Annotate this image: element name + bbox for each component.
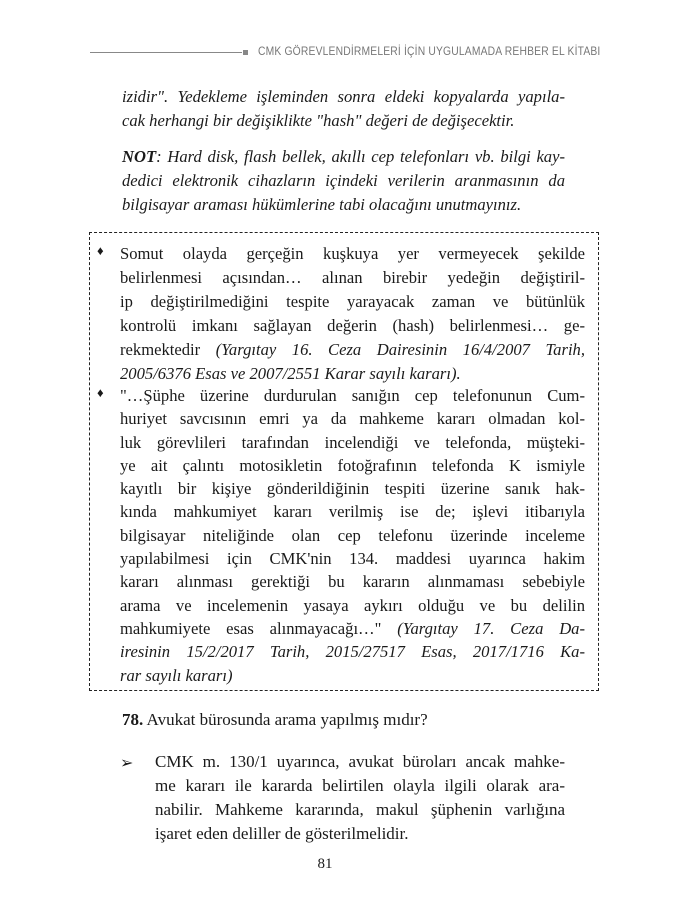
text-line [120, 477, 585, 500]
text-run: mahkumiyete esas alınmayacağı…" [120, 618, 398, 638]
page-number: 81 [317, 856, 333, 872]
text-run: Somut olayda gerçeğin kuşkuya yer vermeyecek şekilde [120, 244, 585, 263]
text-line [120, 500, 585, 523]
text-run: kında mahkumiyet kararı verilmiş ise de; işlevi itibarıyla [120, 502, 585, 522]
text-run: NOT [122, 147, 157, 166]
text-line [120, 431, 585, 454]
text-line [120, 664, 585, 687]
text-line [120, 454, 585, 477]
text-line [120, 594, 585, 617]
text-line [120, 547, 585, 570]
text-run: rekmektedir [120, 340, 216, 359]
text-run: iresinin 15/2/2017 Tarih, 2015/27517 Esas, 2017/1716 Ka- [120, 642, 585, 662]
text-run: bilgisayar araması hükümlerine tabi olacağını unutmayınız. [122, 195, 522, 214]
text-line [120, 362, 585, 386]
text-line [120, 314, 585, 338]
text-line [120, 570, 585, 593]
intro-paragraph [122, 85, 565, 133]
text-run: arama ve incelemenin yasaya aykırı olduğu ve bu delilin [120, 595, 585, 615]
arrow-right-icon: ➢ [120, 755, 134, 772]
text-line [120, 290, 585, 314]
text-line [122, 109, 565, 133]
text-line [120, 266, 585, 290]
diamond-bullet-icon: ♦ [97, 243, 104, 258]
text-line [120, 384, 585, 407]
text-run: luk görevlileri tarafından incelendiği ve telefonda, müşteki- [120, 432, 585, 452]
text-run: kontrolü imkanı sağlayan değerin (hash) belirlenmesi… ge- [120, 316, 585, 335]
text-run: ip değiştirilmediğini tespite yarayacak zaman ve bütünlük [120, 292, 585, 311]
answer-paragraph [155, 750, 565, 846]
text-line [155, 798, 565, 822]
question-text: Avukat bürosunda arama yapılmış mıdır? [143, 710, 428, 729]
text-line [122, 145, 565, 169]
text-run: me kararı ile kararda belirtilen olayla ilgili olarak ara- [155, 776, 565, 795]
text-run: huriyet savcısının emri ya da mahkeme kararı olmadan kol- [120, 409, 585, 429]
text-line [122, 169, 565, 193]
text-line [155, 774, 565, 798]
text-run: ye ait çalıntı motosikletin fotoğrafının telefonda K ismiyle [120, 455, 585, 475]
text-run: CMK m. 130/1 uyarınca, avukat büroları ancak mahke- [155, 752, 565, 771]
note-paragraph [122, 145, 565, 217]
text-line [122, 193, 565, 217]
text-run: izidir". Yedekleme işleminden sonra eldeki kopyalarda yapıla- [122, 87, 565, 106]
text-run: yapılabilmesi için CMK'nin 134. maddesi uyarınca hakim [120, 549, 585, 569]
text-run: cak herhangi bir değişiklikte "hash" değeri de değişecektir. [122, 111, 515, 130]
running-header: CMK GÖREVLENDİRMELERİ İÇİN UYGULAMADA REHBER EL KİTABI [258, 44, 601, 58]
text-line [155, 750, 565, 774]
text-line [122, 85, 565, 109]
text-run: (Yargıtay 17. Ceza Da- [397, 618, 585, 638]
diamond-bullet-icon: ♦ [97, 385, 104, 400]
text-line [120, 407, 585, 430]
text-line [120, 640, 585, 663]
question-number: 78. [122, 710, 144, 729]
text-run: rar sayılı kararı) [120, 665, 233, 685]
text-run: belirlenmesi açısından… alınan birebir yedeğin değiştiril- [120, 268, 585, 287]
text-run: (Yargıtay 16. Ceza Dairesinin 16/4/2007 Tarih, [215, 340, 585, 359]
text-run: "…Şüphe üzerine durdurulan sanığın cep telefonunun Cum- [120, 386, 585, 405]
header-square-icon [243, 50, 248, 55]
case-law-item [120, 242, 585, 386]
text-line [120, 617, 585, 640]
text-run: bilgisayar niteliğinde olan cep telefonu üzerinde inceleme [120, 525, 585, 545]
text-line [155, 822, 565, 846]
text-run: nabilir. Mahkeme kararında, makul şüphenin varlığına [155, 800, 565, 819]
text-line [120, 338, 585, 362]
text-run: kayıtlı bir kişiye gönderildiğinin tespiti üzerine sanık hak- [120, 479, 585, 499]
text-run: dedici elektronik cihazların içindeki verilerin aranmasının da [122, 171, 565, 190]
text-line [120, 242, 585, 266]
text-run: 2005/6376 Esas ve 2007/2551 Karar sayılı kararı). [120, 364, 461, 383]
header-rule [90, 52, 242, 53]
text-run: : Hard disk, flash bellek, akıllı cep telefonları vb. bilgi kay- [156, 147, 565, 166]
text-run: kararı alınması gerektiği bu kararın alınmaması sebebiyle [120, 572, 585, 592]
text-run: işaret eden deliller de gösterilmelidir. [155, 824, 409, 843]
question-78 [122, 710, 428, 730]
case-law-item [120, 384, 585, 687]
text-line [120, 524, 585, 547]
